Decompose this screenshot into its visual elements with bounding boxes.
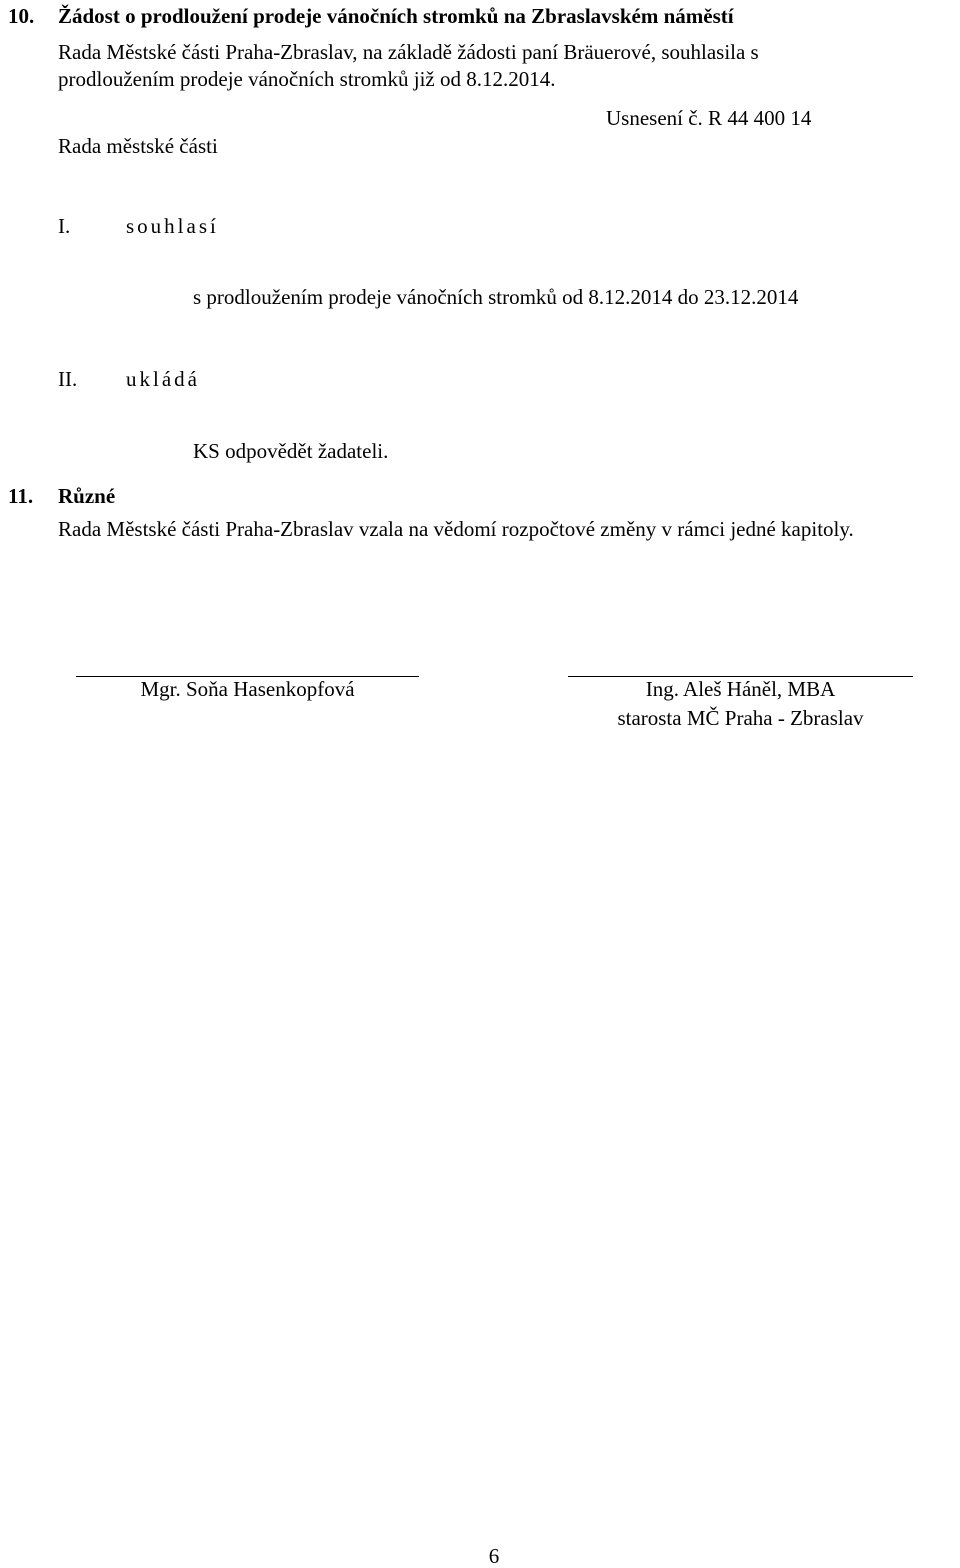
resolution-number: Usnesení č. R 44 400 14 <box>606 106 812 130</box>
point-1-text: s prodloužením prodeje vánočních stromků od 8.12.2014 do 23.12.2014 <box>193 285 799 309</box>
signature-name-left: Mgr. Soňa Hasenkopfová <box>140 677 355 701</box>
point-1-roman: I. <box>58 214 71 238</box>
item10-number: 10. <box>8 4 35 28</box>
item11-number: 11. <box>8 484 34 508</box>
point-2-text: KS odpovědět žadateli. <box>193 439 389 463</box>
signature-name-right: Ing. Aleš Háněl, MBA <box>645 677 836 701</box>
council-label: Rada městské části <box>58 134 218 158</box>
item11-text: Rada Městské části Praha-Zbraslav vzala na vědomí rozpočtové změny v rámci jedné kapitoly. <box>58 517 854 541</box>
item11-title: Různé <box>58 484 116 508</box>
signature-role-right: starosta MČ Praha - Zbraslav <box>617 706 864 730</box>
item10-title: Žádost o prodloužení prodeje vánočních stromků na Zbraslavském náměstí <box>58 4 734 28</box>
point-2-roman: II. <box>58 367 78 391</box>
item10-text-line2: prodloužením prodeje vánočních stromků již od 8.12.2014. <box>58 67 556 91</box>
point-1-verb: souhlasí <box>126 214 219 238</box>
page-number: 6 <box>488 1544 500 1568</box>
point-2-verb: ukládá <box>126 367 200 391</box>
item10-text-line1: Rada Městské části Praha-Zbraslav, na základě žádosti paní Bräuerové, souhlasila s <box>58 40 759 64</box>
